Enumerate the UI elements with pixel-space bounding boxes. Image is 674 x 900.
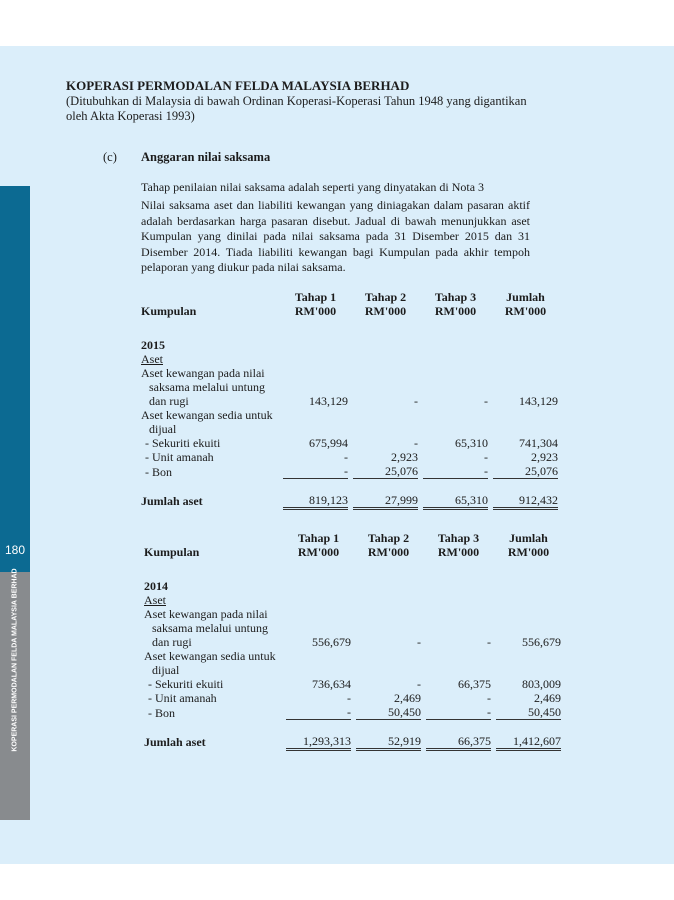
cell-value: 803,009 bbox=[522, 677, 561, 691]
row-label: saksama melalui untung bbox=[152, 621, 268, 635]
row-label: - Unit amanah bbox=[148, 691, 217, 705]
row-label: - Bon bbox=[148, 705, 175, 720]
section-label: (c) bbox=[103, 150, 117, 164]
total-value: 912,432 bbox=[493, 493, 558, 509]
row-label: dan rugi bbox=[152, 635, 192, 649]
cell-value: 2,923 bbox=[391, 450, 418, 464]
row-label: Aset kewangan pada nilai bbox=[141, 366, 265, 380]
total-value: 66,375 bbox=[426, 734, 491, 750]
column-unit: RM'000 bbox=[507, 545, 550, 559]
column-header: Tahap 3 bbox=[437, 531, 480, 545]
section-title: Anggaran nilai saksama bbox=[141, 150, 271, 164]
row-label: dijual bbox=[152, 663, 180, 677]
cell-value: - bbox=[484, 394, 488, 408]
total-value: 1,412,607 bbox=[496, 734, 561, 750]
total-value: 52,919 bbox=[356, 734, 421, 750]
cell-value: - bbox=[414, 436, 418, 450]
cell-value: - bbox=[487, 635, 491, 649]
column-header: Jumlah bbox=[509, 531, 548, 545]
cell-value: 143,129 bbox=[519, 394, 558, 408]
table-row bbox=[144, 677, 561, 691]
column-header: Jumlah bbox=[506, 290, 545, 304]
cell-value: 143,129 bbox=[309, 394, 348, 408]
total-row bbox=[141, 493, 558, 509]
fair-value-table-2015 bbox=[141, 290, 558, 510]
row-label: - Bon bbox=[145, 464, 172, 479]
cell-value: 65,310 bbox=[455, 436, 488, 450]
row-label: Aset kewangan sedia untuk bbox=[144, 649, 276, 663]
cell-value: 736,634 bbox=[312, 677, 351, 691]
table-row bbox=[141, 450, 558, 464]
row-label: - Sekuriti ekuiti bbox=[145, 436, 221, 450]
cell-value: - bbox=[283, 464, 348, 479]
column-unit: RM'000 bbox=[434, 304, 477, 318]
cell-value: - bbox=[426, 705, 491, 720]
total-value: 65,310 bbox=[423, 493, 488, 509]
page-number: 180 bbox=[4, 543, 26, 557]
paragraph-description: Nilai saksama aset dan liabiliti kewangan yang diniagakan dalam pasaran aktif adalah berdasarkan harga pasaran disebut. Jadual di bawah menunjukkan aset Kumpulan yang dinilai pada nilai saksama pada 31 Disember 2015 dan 31 Disember 2014. Tiada liabiliti kewangan bagi Kumpulan pada akhir tempoh pelaporan yang diukur pada nilai saksama. bbox=[141, 198, 530, 274]
cell-value: 50,450 bbox=[356, 705, 421, 720]
column-header: Tahap 2 bbox=[364, 290, 407, 304]
table-header-row bbox=[144, 531, 561, 545]
side-vertical-text: KOPERASI PERMODALAN FELDA MALAYSIA BERHAD bbox=[11, 568, 19, 752]
row-label: Aset kewangan pada nilai bbox=[144, 607, 268, 621]
cell-value: 2,469 bbox=[394, 691, 421, 705]
fair-value-table-2014 bbox=[144, 531, 561, 751]
paragraph-note-reference: Tahap penilaian nilai saksama adalah seperti yang dinyatakan di Nota 3 bbox=[141, 180, 485, 194]
column-unit: RM'000 bbox=[297, 545, 340, 559]
cell-value: - bbox=[417, 677, 421, 691]
total-value: 27,999 bbox=[353, 493, 418, 509]
cell-value: 2,923 bbox=[531, 450, 558, 464]
table-row bbox=[141, 394, 558, 408]
table-row bbox=[144, 635, 561, 649]
cell-value: 50,450 bbox=[496, 705, 561, 720]
table-header-unit-row bbox=[141, 304, 558, 318]
row-label: - Sekuriti ekuiti bbox=[148, 677, 224, 691]
row-label: Aset kewangan sedia untuk bbox=[141, 408, 273, 422]
table-row bbox=[141, 436, 558, 450]
cell-value: - bbox=[417, 635, 421, 649]
cell-value: - bbox=[414, 394, 418, 408]
column-unit: RM'000 bbox=[364, 304, 407, 318]
row-label: saksama melalui untung bbox=[149, 380, 265, 394]
total-value: 1,293,313 bbox=[286, 734, 351, 750]
side-tab-accent bbox=[0, 186, 30, 572]
row-label: - Unit amanah bbox=[145, 450, 214, 464]
row-label: dijual bbox=[149, 422, 177, 436]
column-unit: RM'000 bbox=[504, 304, 547, 318]
row-label: dan rugi bbox=[149, 394, 189, 408]
document-title: KOPERASI PERMODALAN FELDA MALAYSIA BERHAD bbox=[66, 78, 410, 93]
column-header: Tahap 1 bbox=[297, 531, 340, 545]
year-label: 2014 bbox=[144, 579, 168, 593]
column-header: Tahap 1 bbox=[294, 290, 337, 304]
cell-value: 675,994 bbox=[309, 436, 348, 450]
cell-value: 25,076 bbox=[353, 464, 418, 479]
total-label: Jumlah aset bbox=[144, 735, 206, 749]
year-label: 2015 bbox=[141, 338, 165, 352]
cell-value: - bbox=[344, 450, 348, 464]
column-header: Tahap 3 bbox=[434, 290, 477, 304]
cell-value: 2,469 bbox=[534, 691, 561, 705]
cell-value: - bbox=[484, 450, 488, 464]
table-row bbox=[141, 464, 558, 479]
total-row bbox=[144, 734, 561, 750]
subheading: Aset bbox=[141, 352, 163, 366]
column-header: Tahap 2 bbox=[367, 531, 410, 545]
cell-value: - bbox=[487, 691, 491, 705]
cell-value: 556,679 bbox=[522, 635, 561, 649]
total-value: 819,123 bbox=[283, 493, 348, 509]
cell-value: - bbox=[286, 705, 351, 720]
total-label: Jumlah aset bbox=[141, 494, 203, 508]
cell-value: 66,375 bbox=[458, 677, 491, 691]
column-unit: RM'000 bbox=[437, 545, 480, 559]
table-header-unit-row bbox=[144, 545, 561, 559]
table-group-label: Kumpulan bbox=[144, 545, 200, 559]
cell-value: - bbox=[423, 464, 488, 479]
column-unit: RM'000 bbox=[367, 545, 410, 559]
table-header-row bbox=[141, 290, 558, 304]
table-row bbox=[144, 705, 561, 720]
cell-value: 25,076 bbox=[493, 464, 558, 479]
cell-value: 741,304 bbox=[519, 436, 558, 450]
cell-value: - bbox=[347, 691, 351, 705]
table-row bbox=[144, 691, 561, 705]
document-subtitle: (Ditubuhkan di Malaysia di bawah Ordinan Koperasi-Koperasi Tahun 1948 yang digantikan oleh Akta Koperasi 1993) bbox=[66, 94, 527, 123]
column-unit: RM'000 bbox=[294, 304, 337, 318]
cell-value: 556,679 bbox=[312, 635, 351, 649]
table-group-label: Kumpulan bbox=[141, 304, 197, 318]
subheading: Aset bbox=[144, 593, 166, 607]
